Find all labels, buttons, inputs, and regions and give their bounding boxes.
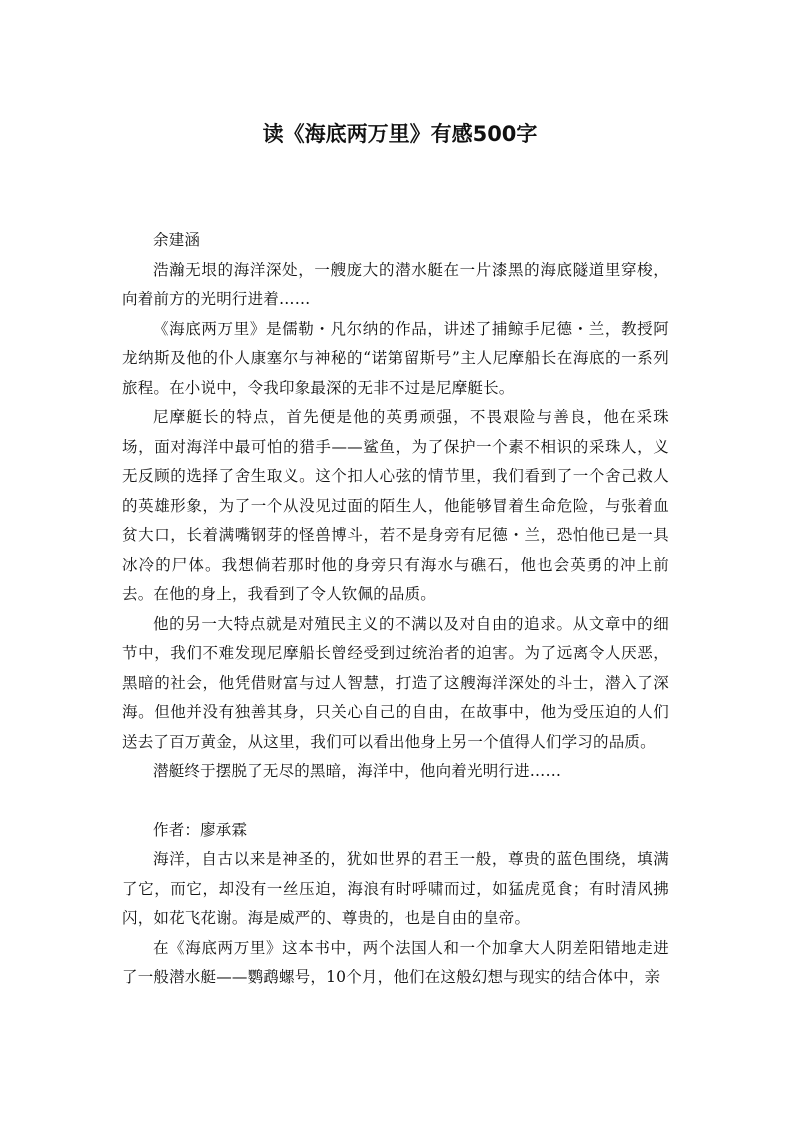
paragraph: 《海底两万里》是儒勒・凡尔纳的作品，讲述了捕鲸手尼德・兰，教授阿龙纳斯及他的仆人康塞尔与神秘的“诺第留斯号”主人尼摩船长在海底的一系列旅程。在小说中，令我印象最深的无非不过是尼摩艇长。 [122,319,669,397]
paragraph: 浩瀚无垠的海洋深处，一艘庞大的潜水艇在一片漆黑的海底隧道里穿梭，向着前方的光明行进着…… [122,260,669,308]
paragraph: 尼摩艇长的特点，首先便是他的英勇顽强，不畏艰险与善良，他在采珠场，面对海洋中最可怕的猎手——鲨鱼，为了保护一个素不相识的采珠人，义无反顾的选择了舍生取义。这个扣人心弦的情节里，我们看到了一个舍己救人的英雄形象，为了一个从没见过面的陌生人，他能够冒着生命危险，与张着血贫大口，长着满嘴钢芽的怪兽博斗，若不是身旁有尼德・兰，恐怕他已是一具冰冷的尸体。我想倘若那时他的身旁只有海水与礁石，他也会英勇的冲上前去。在他的身上，我看到了令人钦佩的品质。 [122,408,669,603]
paragraph: 在《海底两万里》这本书中，两个法国人和一个加拿大人阴差阳错地走进了一般潜水艇——鹦鹉螺号，10个月，他们在这般幻想与现实的结合体中，亲 [122,938,669,986]
essay-section-1 [122,226,669,787]
paragraph: 海洋，自古以来是神圣的，犹如世界的君王一般，尊贵的蓝色围绕，填满了它，而它，却没有一丝压迫，海浪有时呼啸而过，如猛虎觅食；有时清风拂闪，如花飞花谢。海是威严的、尊贵的，也是自由的皇帝。 [122,850,669,927]
paragraph: 他的另一大特点就是对殖民主义的不满以及对自由的追求。从文章中的细节中，我们不难发现尼摩船长曾经受到过统治者的迫害。为了远离令人厌恶，黑暗的社会，他凭借财富与过人智慧，打造了这艘海洋深处的斗士，潜入了深海。但他并没有独善其身，只关心自己的自由，在故事中，他为受压迫的人们送去了百万黄金，从这里，我们可以看出他身上另一个值得人们学习的品质。 [122,614,669,751]
document-body [122,226,669,993]
document-title: 读《海底两万里》有感500字 [262,122,538,146]
author-name: 作者：廖承霖 [153,820,248,839]
author-name: 余建涵 [153,231,201,249]
section-spacer [122,787,669,816]
paragraph: 潜艇终于摆脱了无尽的黑暗，海洋中，他向着光明行进…… [153,762,562,780]
essay-section-2 [122,816,669,993]
